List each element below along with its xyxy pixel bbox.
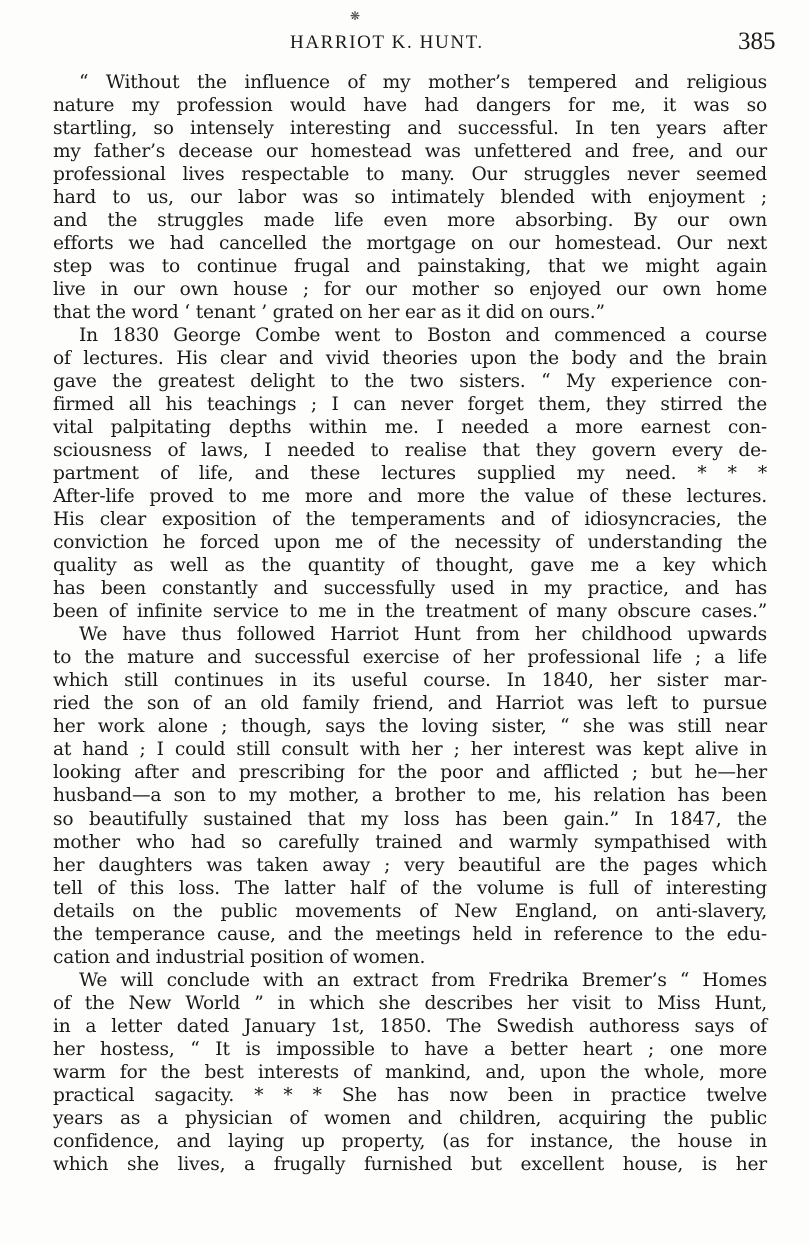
text-line: hard to us, our labor was so intimately blended with enjoyment ; [53, 187, 767, 209]
text-line: details on the public movements of New England, on anti-slavery, [53, 900, 767, 922]
text-line: tell of this loss. The latter half of the volume is full of interesting [53, 877, 767, 899]
body-text [53, 71, 767, 1176]
text-line: In 1830 George Combe went to Boston and commenced a course [79, 325, 767, 347]
header-ornament: ❋ [349, 9, 361, 23]
text-line: which she lives, a frugally furnished but excellent house, is her [53, 1153, 767, 1175]
text-line: We have thus followed Harriot Hunt from her childhood upwards [79, 624, 767, 646]
text-line: quality as well as the quantity of thought, gave me a key which [53, 555, 767, 577]
text-line: “ Without the influence of my mother’s tempered and religious [79, 72, 767, 93]
text-line: at hand ; I could still consult with her ; her interest was kept alive in [53, 739, 767, 761]
text-line: husband—a son to my mother, a brother to me, his relation has been [53, 785, 767, 807]
text-line: of the New World ” in which she describes her visit to Miss Hunt, [53, 992, 767, 1014]
text-line: that the word ‘ tenant ’ grated on her ear as it did on ours.” [53, 302, 605, 324]
text-line: her hostess, “ It is impossible to have a better heart ; one more [53, 1038, 767, 1060]
text-line: conviction he forced upon me of the necessity of understanding the [53, 532, 767, 554]
text-line: gave the greatest delight to the two sisters. “ My experience con- [53, 371, 767, 393]
text-line: her daughters was taken away ; very beautiful are the pages which [53, 854, 767, 876]
running-head: HARRIOT K. HUNT. [290, 32, 484, 53]
text-line: years as a physician of women and children, acquiring the public [53, 1107, 767, 1129]
text-line: firmed all his teachings ; I can never forget them, they stirred the [53, 394, 767, 416]
text-line: cation and industrial position of women. [53, 946, 426, 968]
text-line: confidence, and laying up property, (as for instance, the house in [53, 1130, 767, 1152]
text-line: has been constantly and successfully used in my practice, and has [53, 578, 767, 600]
text-line: been of infinite service to me in the treatment of many obscure cases.” [53, 601, 767, 623]
text-line: warm for the best interests of mankind, and, upon the whole, more [53, 1061, 767, 1083]
text-line: live in our own house ; for our mother so enjoyed our own home [53, 279, 767, 301]
text-line: nature my profession would have had dangers for me, it was so [53, 95, 767, 117]
page-number: 385 [738, 28, 776, 55]
text-line: of lectures. His clear and vivid theories upon the body and the brain [53, 348, 767, 370]
text-line: her work alone ; though, says the loving sister, “ she was still near [53, 716, 767, 738]
text-line: professional lives respectable to many. Our struggles never seemed [53, 164, 767, 186]
text-line: the temperance cause, and the meetings held in reference to the edu- [53, 923, 767, 945]
text-line: which still continues in its useful course. In 1840, her sister mar- [53, 670, 767, 692]
text-line: ried the son of an old family friend, and Harriot was left to pursue [53, 693, 767, 715]
text-line: vital palpitating depths within me. I needed a more earnest con- [53, 417, 767, 439]
text-line: practical sagacity. * * * She has now been in practice twelve [53, 1084, 767, 1106]
text-line: in a letter dated January 1st, 1850. The Swedish authoress says of [53, 1015, 767, 1037]
text-line: and the struggles made life even more absorbing. By our own [53, 210, 767, 232]
text-line: to the mature and successful exercise of her professional life ; a life [53, 647, 767, 669]
text-line: step was to continue frugal and painstaking, that we might again [53, 256, 767, 278]
text-line: partment of life, and these lectures supplied my need. * * * [53, 463, 767, 485]
text-line: efforts we had cancelled the mortgage on our homestead. Our next [53, 233, 767, 255]
text-line: so beautifully sustained that my loss has been gain.” In 1847, the [53, 808, 767, 830]
text-line: my father’s decease our homestead was unfettered and free, and our [53, 141, 767, 163]
text-line: His clear exposition of the temperaments and of idiosyncracies, the [53, 509, 767, 531]
text-line: We will conclude with an extract from Fredrika Bremer’s “ Homes [79, 969, 767, 991]
text-line: mother who had so carefully trained and warmly sympathised with [53, 831, 767, 853]
text-line: looking after and prescribing for the poor and afflicted ; but he—her [53, 762, 767, 784]
text-line: After-life proved to me more and more the value of these lectures. [53, 486, 767, 508]
text-line: startling, so intensely interesting and successful. In ten years after [53, 118, 767, 140]
text-line: sciousness of laws, I needed to realise that they govern every de- [53, 440, 767, 462]
